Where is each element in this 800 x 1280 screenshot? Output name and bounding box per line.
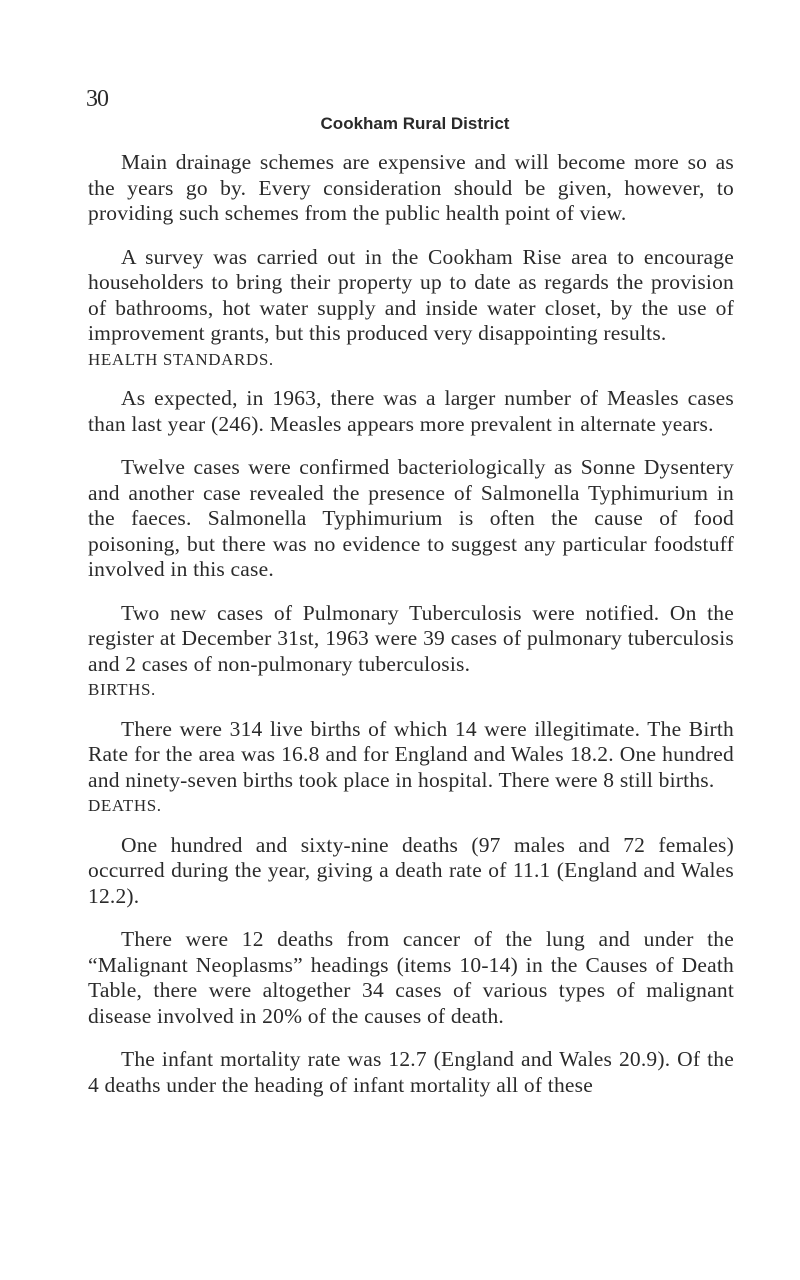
- paragraph-measles: As expected, in 1963, there was a larger number of Measles cases than last year (246). Measles appears more prevalent in alternate years.: [88, 386, 734, 436]
- paragraph-main-drainage: Main drainage schemes are expensive and will become more so as the years go by. Every consideration should be given, however, to providing such schemes from the public health point of view.: [88, 150, 734, 225]
- section-heading-health-standards: HEALTH STANDARDS.: [88, 349, 274, 369]
- section-heading-births: BIRTHS.: [88, 680, 156, 699]
- running-head: Cookham Rural District: [320, 114, 510, 133]
- paragraph-births: There were 314 live births of which 14 were illegitimate. The Birth Rate for the area was 16.8 and for England and Wales 18.2. One hundred and ninety-seven births took place in hospital. There were 8 still births.: [88, 716, 734, 792]
- page-number: 30: [86, 86, 108, 112]
- paragraph-dysentery: Twelve cases were confirmed bacteriologically as Sonne Dysentery and another case revealed the presence of Salmonella Typhimurium in the faeces. Salmonella Typhimurium is often the cause of food poisoning, but there was no evidence to suggest any particular foodstuff involved in this case.: [88, 455, 734, 581]
- paragraph-tuberculosis: Two new cases of Pulmonary Tuberculosis were notified. On the register at December 31st, 1963 were 39 cases of pulmonary tuberculosis and 2 cases of non-pulmonary tuberculosis.: [88, 600, 734, 676]
- paragraph-infant-mortality: The infant mortality rate was 12.7 (England and Wales 20.9). Of the 4 deaths under the heading of infant mortality all of these: [88, 1047, 734, 1097]
- section-heading-deaths: DEATHS.: [88, 796, 162, 815]
- paragraph-survey: A survey was carried out in the Cookham Rise area to encourage householders to bring their property up to date as regards the provision of bathrooms, hot water supply and inside water closet, by the use of improvement grants, but this produced very disappointing results.: [88, 244, 734, 345]
- paragraph-deaths: One hundred and sixty-nine deaths (97 males and 72 females) occurred during the year, giving a death rate of 11.1 (England and Wales 12.2).: [88, 832, 734, 908]
- body-text: [88, 150, 734, 1098]
- paragraph-cancer: There were 12 deaths from cancer of the lung and under the “Malignant Neoplasms” headings (items 10-14) in the Causes of Death Table, there were altogether 34 cases of various types of malignant disease involved in 20% of the causes of death.: [88, 927, 734, 1028]
